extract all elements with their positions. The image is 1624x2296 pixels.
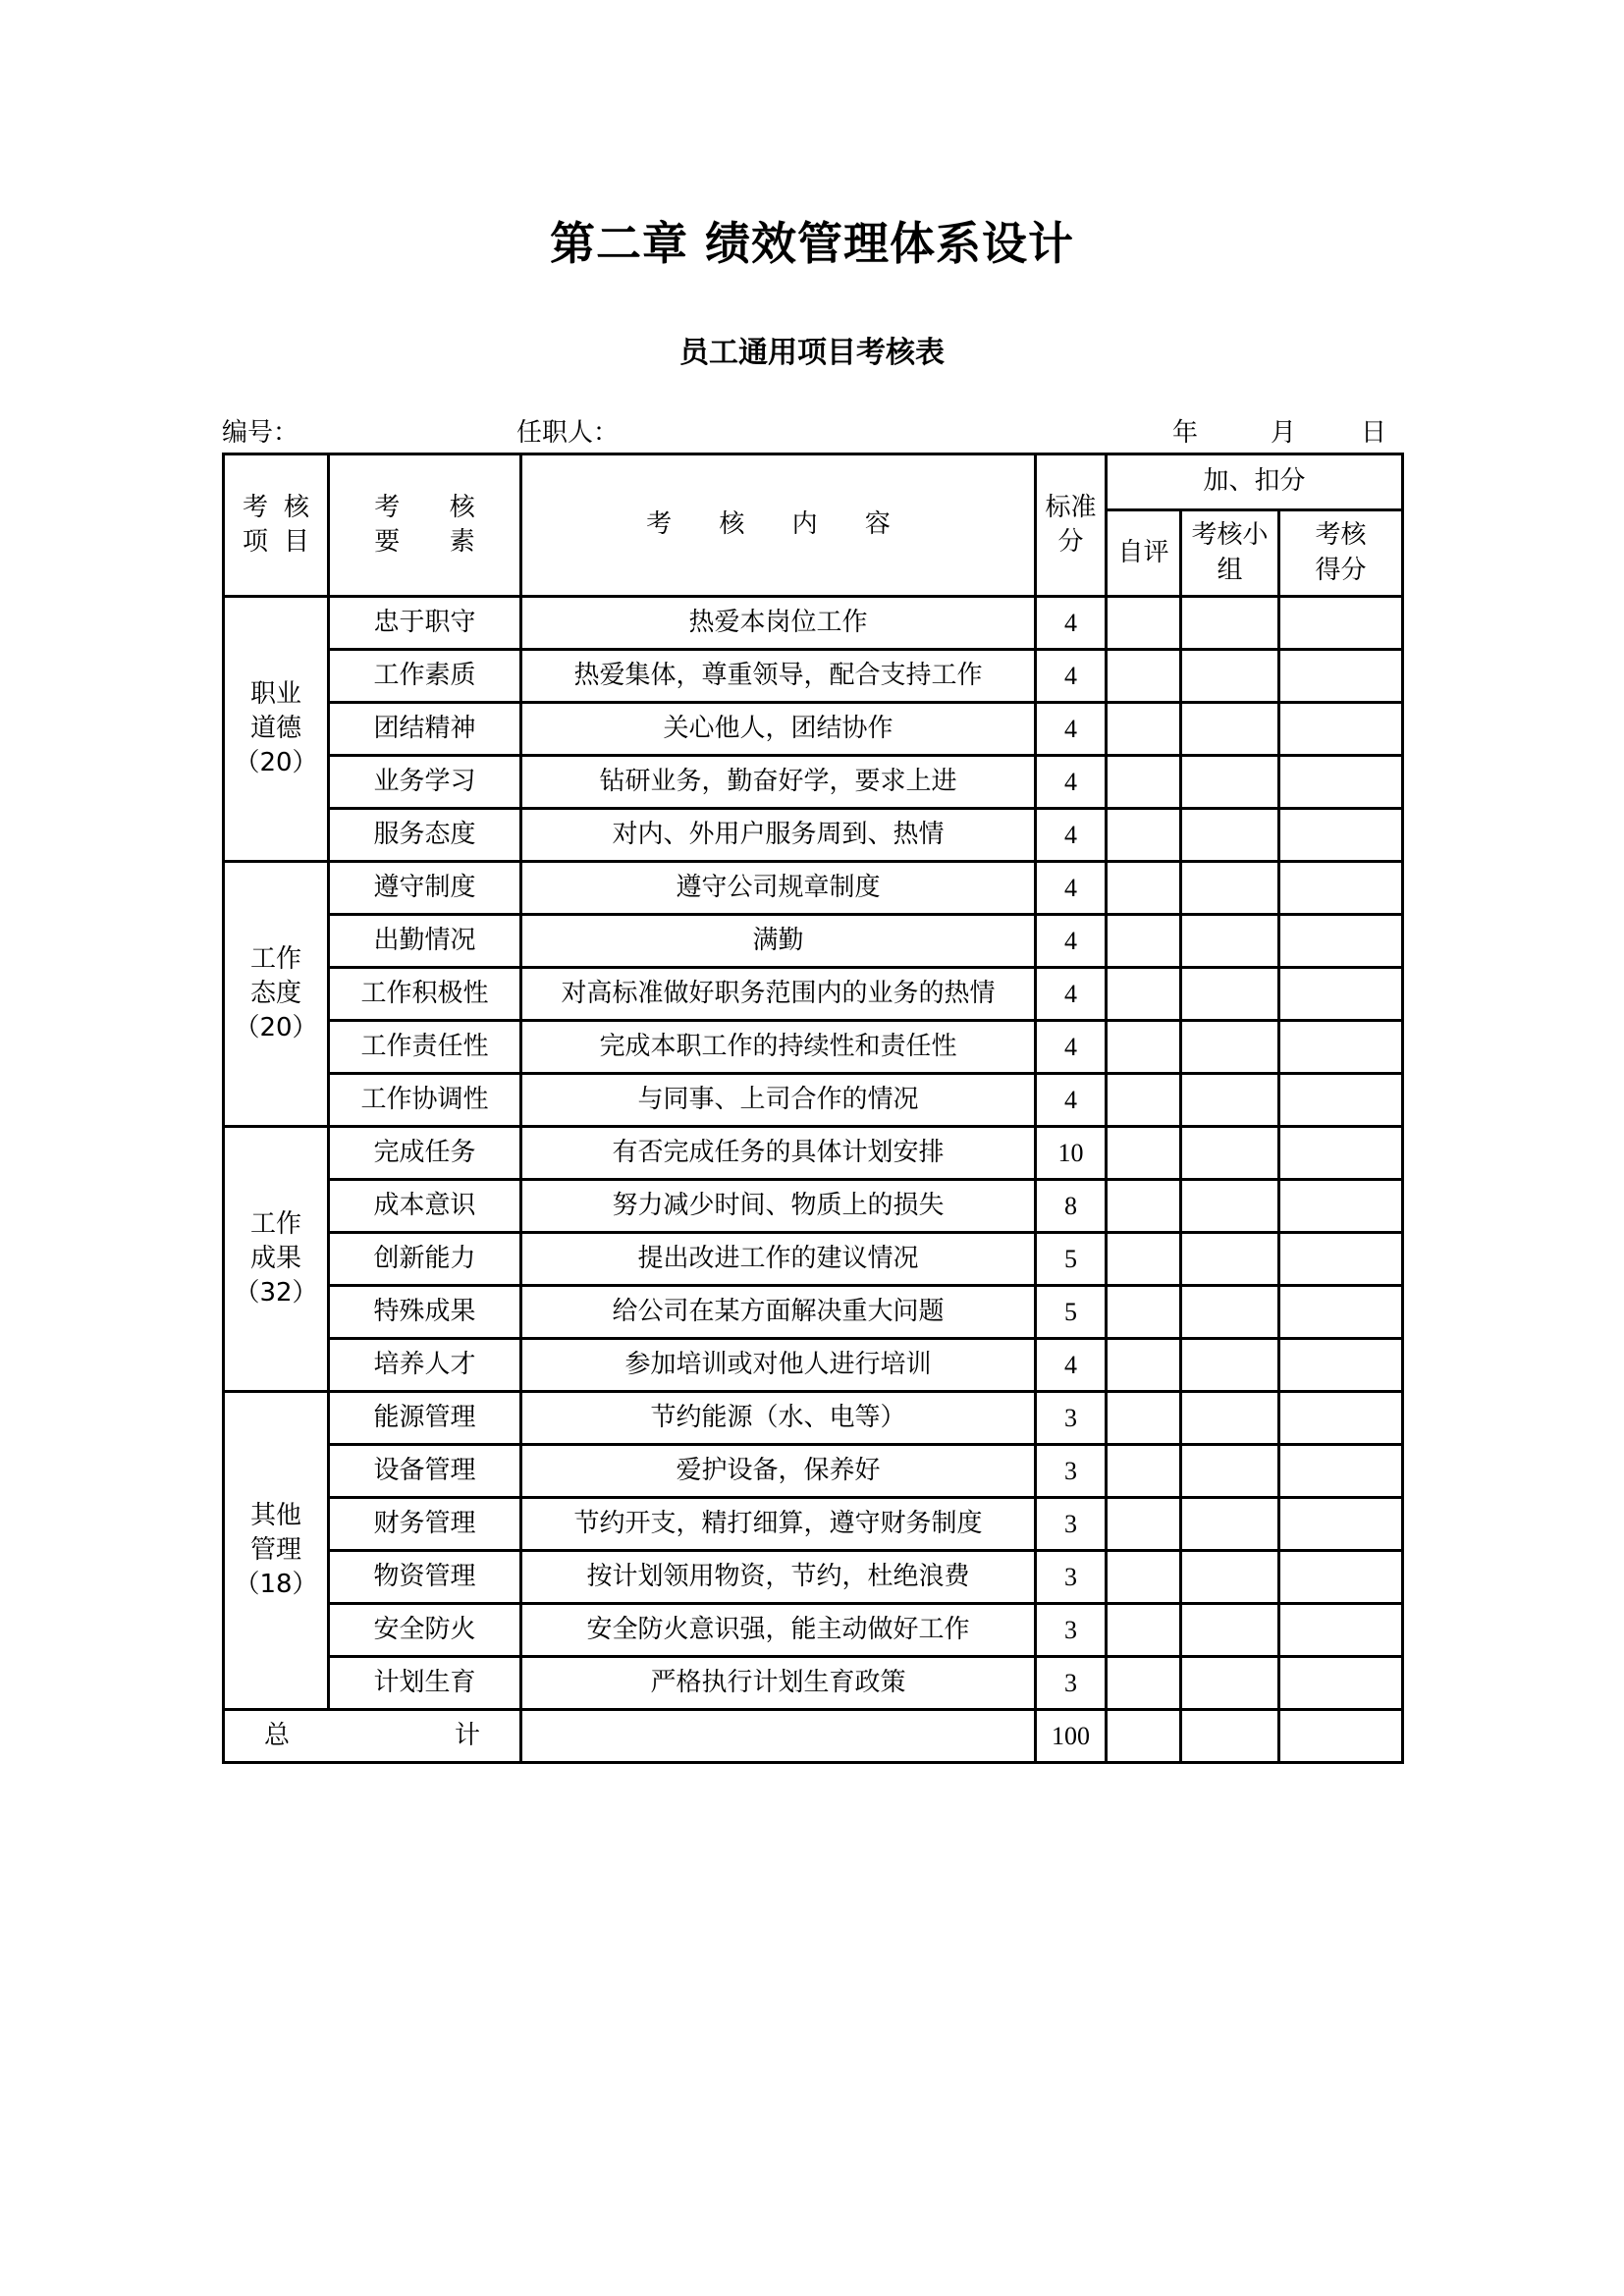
number-label: 编号： [222, 418, 299, 448]
final-score-cell[interactable] [1279, 1286, 1403, 1339]
self-eval-cell[interactable] [1107, 703, 1181, 756]
group-eval-cell[interactable] [1181, 1445, 1279, 1498]
total-row [224, 1710, 1403, 1763]
table-row [224, 1074, 1403, 1127]
self-eval-cell[interactable] [1107, 1127, 1181, 1180]
category-cell: 工作 态度 （20） [224, 862, 329, 1127]
self-eval-cell[interactable] [1107, 597, 1181, 650]
header-final-score: 考核 得分 [1279, 510, 1403, 597]
self-eval-cell[interactable] [1107, 756, 1181, 809]
table-row [224, 1286, 1403, 1339]
table-row [224, 915, 1403, 968]
self-eval-cell[interactable] [1107, 1657, 1181, 1710]
standard-cell: 8 [1036, 1180, 1107, 1233]
self-eval-cell[interactable] [1107, 1604, 1181, 1657]
table-row [224, 968, 1403, 1021]
final-score-cell[interactable] [1279, 1551, 1403, 1604]
table-row [224, 650, 1403, 703]
table-row [224, 1180, 1403, 1233]
element-cell: 物资管理 [329, 1551, 521, 1604]
self-eval-cell[interactable] [1107, 862, 1181, 915]
total-label: 总 计 [224, 1710, 521, 1763]
element-cell: 工作素质 [329, 650, 521, 703]
header-group-eval: 考核小 组 [1181, 510, 1279, 597]
content-cell: 对高标准做好职务范围内的业务的热情 [521, 968, 1036, 1021]
self-eval-cell[interactable] [1107, 968, 1181, 1021]
content-cell: 安全防火意识强，能主动做好工作 [521, 1604, 1036, 1657]
self-eval-cell[interactable] [1107, 1180, 1181, 1233]
element-cell: 设备管理 [329, 1445, 521, 1498]
content-cell: 节约能源（水、电等） [521, 1392, 1036, 1445]
table-row [224, 756, 1403, 809]
total-group-eval-cell[interactable] [1181, 1710, 1279, 1763]
group-eval-cell[interactable] [1181, 1127, 1279, 1180]
standard-cell: 4 [1036, 809, 1107, 862]
header-element: 考 核 要 素 [329, 454, 521, 597]
final-score-cell[interactable] [1279, 1021, 1403, 1074]
table-row [224, 1657, 1403, 1710]
standard-cell: 4 [1036, 703, 1107, 756]
table-row [224, 1551, 1403, 1604]
standard-cell: 4 [1036, 1021, 1107, 1074]
content-cell: 努力减少时间、物质上的损失 [521, 1180, 1036, 1233]
group-eval-cell[interactable] [1181, 703, 1279, 756]
table-row [224, 703, 1403, 756]
standard-cell: 4 [1036, 968, 1107, 1021]
final-score-cell[interactable] [1279, 968, 1403, 1021]
assessment-table [222, 453, 1404, 1764]
group-eval-cell[interactable] [1181, 1551, 1279, 1604]
standard-cell: 4 [1036, 597, 1107, 650]
total-standard-cell: 100 [1036, 1710, 1107, 1763]
final-score-cell[interactable] [1279, 1074, 1403, 1127]
self-eval-cell[interactable] [1107, 1498, 1181, 1551]
content-cell: 遵守公司规章制度 [521, 862, 1036, 915]
total-self-eval-cell[interactable] [1107, 1710, 1181, 1763]
standard-cell: 10 [1036, 1127, 1107, 1180]
element-cell: 培养人才 [329, 1339, 521, 1392]
group-eval-cell[interactable] [1181, 1233, 1279, 1286]
group-eval-cell[interactable] [1181, 756, 1279, 809]
standard-cell: 4 [1036, 756, 1107, 809]
final-score-cell[interactable] [1279, 756, 1403, 809]
element-cell: 业务学习 [329, 756, 521, 809]
element-cell: 创新能力 [329, 1233, 521, 1286]
content-cell: 提出改进工作的建议情况 [521, 1233, 1036, 1286]
form-meta-line [222, 412, 1400, 446]
group-eval-cell[interactable] [1181, 1498, 1279, 1551]
year-label: 年 [1172, 418, 1199, 448]
group-eval-cell[interactable] [1181, 809, 1279, 862]
group-eval-cell[interactable] [1181, 1286, 1279, 1339]
content-cell: 对内、外用户服务周到、热情 [521, 809, 1036, 862]
group-eval-cell[interactable] [1181, 1074, 1279, 1127]
element-cell: 计划生育 [329, 1657, 521, 1710]
final-score-cell[interactable] [1279, 1498, 1403, 1551]
element-cell: 遵守制度 [329, 862, 521, 915]
element-cell: 团结精神 [329, 703, 521, 756]
final-score-cell[interactable] [1279, 1127, 1403, 1180]
final-score-cell[interactable] [1279, 1657, 1403, 1710]
standard-cell: 4 [1036, 1339, 1107, 1392]
chapter-title: 第二章 绩效管理体系设计 [549, 217, 1074, 270]
group-eval-cell[interactable] [1181, 1392, 1279, 1445]
group-eval-cell[interactable] [1181, 1657, 1279, 1710]
element-cell: 服务态度 [329, 809, 521, 862]
final-score-cell[interactable] [1279, 650, 1403, 703]
content-cell: 节约开支，精打细算，遵守财务制度 [521, 1498, 1036, 1551]
element-cell: 安全防火 [329, 1604, 521, 1657]
content-cell: 热爱本岗位工作 [521, 597, 1036, 650]
content-cell: 有否完成任务的具体计划安排 [521, 1127, 1036, 1180]
final-score-cell[interactable] [1279, 1339, 1403, 1392]
standard-cell: 5 [1036, 1233, 1107, 1286]
final-score-cell[interactable] [1279, 597, 1403, 650]
self-eval-cell[interactable] [1107, 650, 1181, 703]
table-row [224, 862, 1403, 915]
month-label: 月 [1271, 418, 1297, 448]
self-eval-cell[interactable] [1107, 809, 1181, 862]
header-content: 考 核 内 容 [521, 454, 1036, 597]
element-cell: 特殊成果 [329, 1286, 521, 1339]
table-row [224, 1498, 1403, 1551]
content-cell: 参加培训或对他人进行培训 [521, 1339, 1036, 1392]
element-cell: 工作协调性 [329, 1074, 521, 1127]
final-score-cell[interactable] [1279, 915, 1403, 968]
content-cell: 热爱集体，尊重领导，配合支持工作 [521, 650, 1036, 703]
header-adjust: 加、扣分 [1107, 454, 1403, 510]
self-eval-cell[interactable] [1107, 1392, 1181, 1445]
table-row [224, 1339, 1403, 1392]
final-score-cell[interactable] [1279, 862, 1403, 915]
self-eval-cell[interactable] [1107, 1339, 1181, 1392]
final-score-cell[interactable] [1279, 1180, 1403, 1233]
self-eval-cell[interactable] [1107, 1551, 1181, 1604]
group-eval-cell[interactable] [1181, 968, 1279, 1021]
content-cell: 钻研业务，勤奋好学，要求上进 [521, 756, 1036, 809]
standard-cell: 4 [1036, 650, 1107, 703]
standard-cell: 4 [1036, 1074, 1107, 1127]
content-cell: 给公司在某方面解决重大问题 [521, 1286, 1036, 1339]
table-row [224, 1445, 1403, 1498]
self-eval-cell[interactable] [1107, 1074, 1181, 1127]
table-row [224, 1604, 1403, 1657]
group-eval-cell[interactable] [1181, 597, 1279, 650]
day-label: 日 [1361, 418, 1387, 448]
table-title: 员工通用项目考核表 [679, 336, 945, 370]
element-cell: 出勤情况 [329, 915, 521, 968]
self-eval-cell[interactable] [1107, 1445, 1181, 1498]
element-cell: 忠于职守 [329, 597, 521, 650]
element-cell: 成本意识 [329, 1180, 521, 1233]
self-eval-cell[interactable] [1107, 915, 1181, 968]
group-eval-cell[interactable] [1181, 1339, 1279, 1392]
standard-cell: 4 [1036, 862, 1107, 915]
table-row [224, 1233, 1403, 1286]
self-eval-cell[interactable] [1107, 1286, 1181, 1339]
group-eval-cell[interactable] [1181, 1021, 1279, 1074]
element-cell: 能源管理 [329, 1392, 521, 1445]
content-cell: 爱护设备，保养好 [521, 1445, 1036, 1498]
group-eval-cell[interactable] [1181, 862, 1279, 915]
standard-cell: 3 [1036, 1445, 1107, 1498]
group-eval-cell[interactable] [1181, 650, 1279, 703]
table-row [224, 597, 1403, 650]
table-row [224, 1021, 1403, 1074]
content-cell: 按计划领用物资，节约，杜绝浪费 [521, 1551, 1036, 1604]
table-row [224, 809, 1403, 862]
element-cell: 财务管理 [329, 1498, 521, 1551]
header-category: 考 核 项 目 [224, 454, 329, 597]
category-cell: 职业 道德 （20） [224, 597, 329, 862]
content-cell: 满勤 [521, 915, 1036, 968]
final-score-cell[interactable] [1279, 809, 1403, 862]
self-eval-cell[interactable] [1107, 1021, 1181, 1074]
holder-label: 任职人： [516, 418, 620, 448]
group-eval-cell[interactable] [1181, 1180, 1279, 1233]
final-score-cell[interactable] [1279, 1445, 1403, 1498]
standard-cell: 3 [1036, 1392, 1107, 1445]
element-cell: 完成任务 [329, 1127, 521, 1180]
total-content-cell[interactable] [521, 1710, 1036, 1763]
category-cell: 其他 管理 （18） [224, 1392, 329, 1710]
content-cell: 严格执行计划生育政策 [521, 1657, 1036, 1710]
final-score-cell[interactable] [1279, 1233, 1403, 1286]
standard-cell: 3 [1036, 1604, 1107, 1657]
final-score-cell[interactable] [1279, 1604, 1403, 1657]
group-eval-cell[interactable] [1181, 915, 1279, 968]
content-cell: 完成本职工作的持续性和责任性 [521, 1021, 1036, 1074]
standard-cell: 4 [1036, 915, 1107, 968]
standard-cell: 3 [1036, 1551, 1107, 1604]
standard-cell: 5 [1036, 1286, 1107, 1339]
element-cell: 工作责任性 [329, 1021, 521, 1074]
standard-cell: 3 [1036, 1498, 1107, 1551]
self-eval-cell[interactable] [1107, 1233, 1181, 1286]
content-cell: 与同事、上司合作的情况 [521, 1074, 1036, 1127]
category-cell: 工作 成果 （32） [224, 1127, 329, 1392]
header-self-eval: 自评 [1107, 510, 1181, 597]
total-final-score-cell[interactable] [1279, 1710, 1403, 1763]
content-cell: 关心他人，团结协作 [521, 703, 1036, 756]
final-score-cell[interactable] [1279, 1392, 1403, 1445]
header-standard: 标准 分 [1036, 454, 1107, 597]
table-row [224, 1127, 1403, 1180]
element-cell: 工作积极性 [329, 968, 521, 1021]
group-eval-cell[interactable] [1181, 1604, 1279, 1657]
final-score-cell[interactable] [1279, 703, 1403, 756]
standard-cell: 3 [1036, 1657, 1107, 1710]
table-row [224, 1392, 1403, 1445]
